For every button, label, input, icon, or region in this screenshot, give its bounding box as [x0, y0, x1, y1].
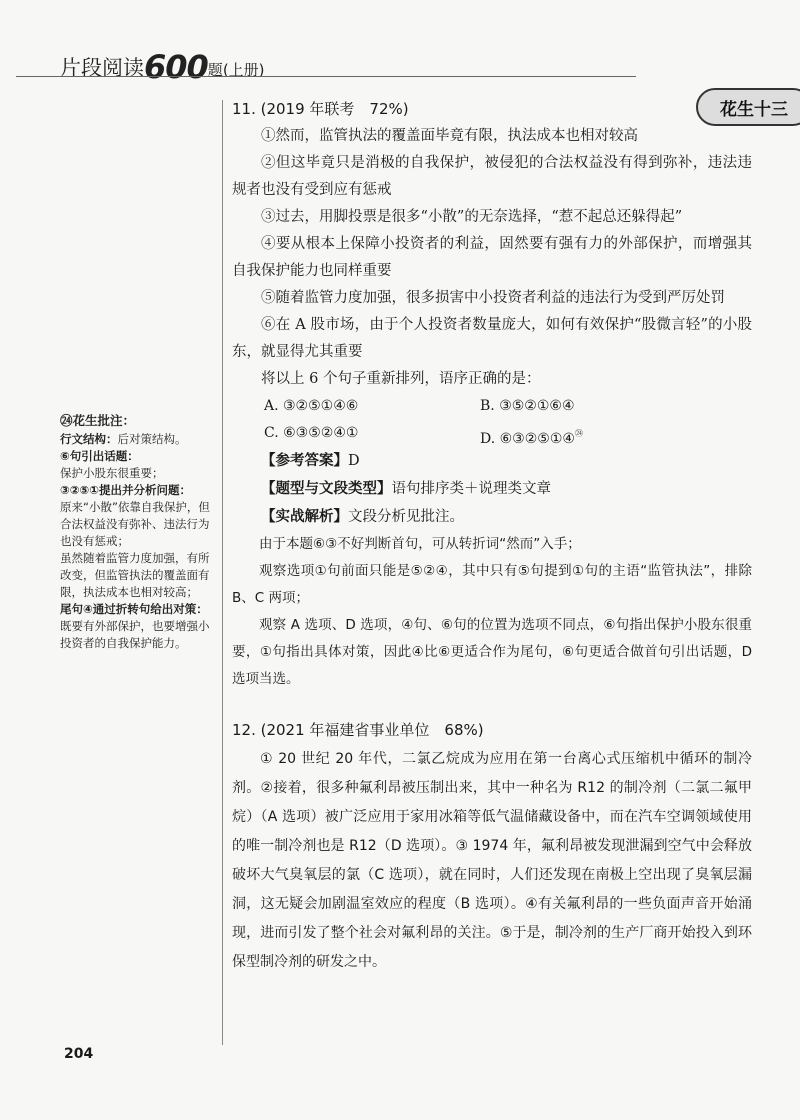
annotation-line: [60, 448, 210, 465]
sentence-3: ③过去，用脚投票是很多“小散”的无奈选择，“惹不起总还躲得起”: [261, 209, 683, 225]
question-title: 11. (2019 年联考 72%): [232, 100, 409, 118]
book-title-suffix: (上册): [222, 61, 265, 79]
logo-text: 花生十三: [720, 99, 788, 120]
book-title-prefix: 片段阅读: [60, 56, 144, 80]
analysis-label: 【实战解析】: [261, 508, 348, 525]
sentence-1: ①然而，监管执法的覆盖面毕竟有限，执法成本也相对较高: [261, 128, 638, 144]
annotation-line: [60, 499, 210, 550]
annotation-line: [60, 601, 210, 618]
sentence-5: ⑤随着监管力度加强，很多损害中小投资者利益的违法行为受到严厉处罚: [261, 290, 725, 306]
option-b: B. ③⑤②①⑥④: [480, 398, 575, 414]
annotation-text: 保护小股东很重要；: [60, 466, 164, 480]
annotation-line: [60, 550, 210, 601]
question-title: 12. (2021 年福建省事业单位 68%): [232, 721, 484, 739]
type-label: 【题型与文段类型】: [261, 480, 392, 497]
option-c: C. ⑥③⑤②④①: [264, 425, 359, 441]
type-value: 语句排序类＋说理类文章: [391, 481, 551, 497]
annotation-line: [60, 431, 210, 448]
question-12: [232, 716, 752, 977]
analysis-line: [232, 503, 752, 531]
sentence-4: ④要从根本上保障小投资者的利益，固然要有强有力的外部保护，而增强其自我保护能力也同样重要: [232, 236, 752, 279]
annotation-heading: ⑥句引出话题：: [60, 449, 139, 463]
answer-value: D: [348, 453, 360, 469]
annotation-marker: ㉔: [574, 429, 583, 438]
page-number: 204: [64, 1046, 94, 1062]
option-d: [480, 420, 583, 453]
type-line: [232, 475, 752, 503]
header-rule: [16, 76, 636, 77]
option-a: A. ③②⑤①④⑥: [264, 398, 359, 414]
analysis-paragraph-1: 由于本题⑥③不好判断首句，可从转折词“然而”入手；: [259, 536, 581, 552]
book-title-number: 600: [144, 48, 208, 86]
answer-label: 【参考答案】: [261, 452, 348, 469]
analysis-paragraph-3: 观察 A 选项、D 选项，④句、⑥句的位置为选项不同点，⑥句指出保护小股东很重要，①句指出具体对策，因此④比⑥更适合作为尾句，⑥句更适合做首句引出话题，D 选项当选。: [232, 617, 752, 687]
annotation-title: ㉔花生批注：: [60, 413, 136, 428]
options: [232, 393, 752, 447]
analysis-paragraph-2: 观察选项①句前面只能是⑤②④，其中只有⑤句提到①句的主语“监管执法”，排除 B、C 两项；: [232, 563, 752, 606]
margin-divider: [222, 100, 223, 1045]
annotation-line: [60, 465, 210, 482]
annotation-text: 后对策结构。: [117, 432, 187, 446]
annotation-text: 虽然随着监管力度加强，有所改变，但监管执法的覆盖面有限，执法成本也相对较高；: [60, 551, 210, 599]
instruction: 将以上 6 个句子重新排列，语序正确的是：: [261, 371, 541, 387]
annotation-heading: 行文结构：: [60, 432, 118, 446]
annotation-text: 原来“小散”依靠自我保护，但合法权益没有弥补、违法行为也没有惩戒；: [60, 500, 210, 548]
question-11: [232, 96, 752, 693]
annotation-heading: ③②⑤①提出并分析问题：: [60, 483, 191, 497]
book-title: [60, 48, 265, 86]
sentence-2: ②但这毕竟只是消极的自我保护，被侵犯的合法权益没有得到弥补，违法违规者也没有受到应有惩戒: [232, 155, 752, 198]
annotation-line: [60, 482, 210, 499]
analysis-value: 文段分析见批注。: [348, 509, 464, 525]
sentence-6: ⑥在 A 股市场，由于个人投资者数量庞大，如何有效保护“股微言轻”的小股东，就显得尤其重要: [232, 317, 752, 360]
annotation-heading: 尾句④通过折转句给出对策：: [60, 602, 208, 616]
book-title-unit: 题: [207, 61, 223, 79]
question-paragraph: ① 20 世纪 20 年代，二氯乙烷成为应用在第一台离心式压缩机中循环的制冷剂。②接着，很多种氟利昂被压制出来，其中一种名为 R12 的制冷剂（二氯二氟甲烷）（A 选项）被广泛应用于家用冰箱等低气温储藏设备中，而在汽车空调领域使用的唯一制冷剂也是 R12（D 选项）。③ 1974 年，氟利昂被发现泄漏到空气中会释放破坏大气臭氧层的氯（C 选项），就在同时，人们还发现在南极上空出现了臭氧层漏洞，这无疑会加剧温室效应的程度（B 选项）。④有关氟利昂的一些负面声音开始涌现，进而引发了整个社会对氟利昂的关注。⑤于是，制冷剂的生产厂商开始投入到环保型制冷剂的研发之中。: [232, 751, 752, 970]
annotation-text: 既要有外部保护，也要增强小投资者的自我保护能力。: [60, 619, 210, 650]
option-d-text: D. ⑥③②⑤①④: [480, 431, 575, 447]
annotation-sidebar: [60, 412, 210, 652]
annotation-line: [60, 618, 210, 652]
